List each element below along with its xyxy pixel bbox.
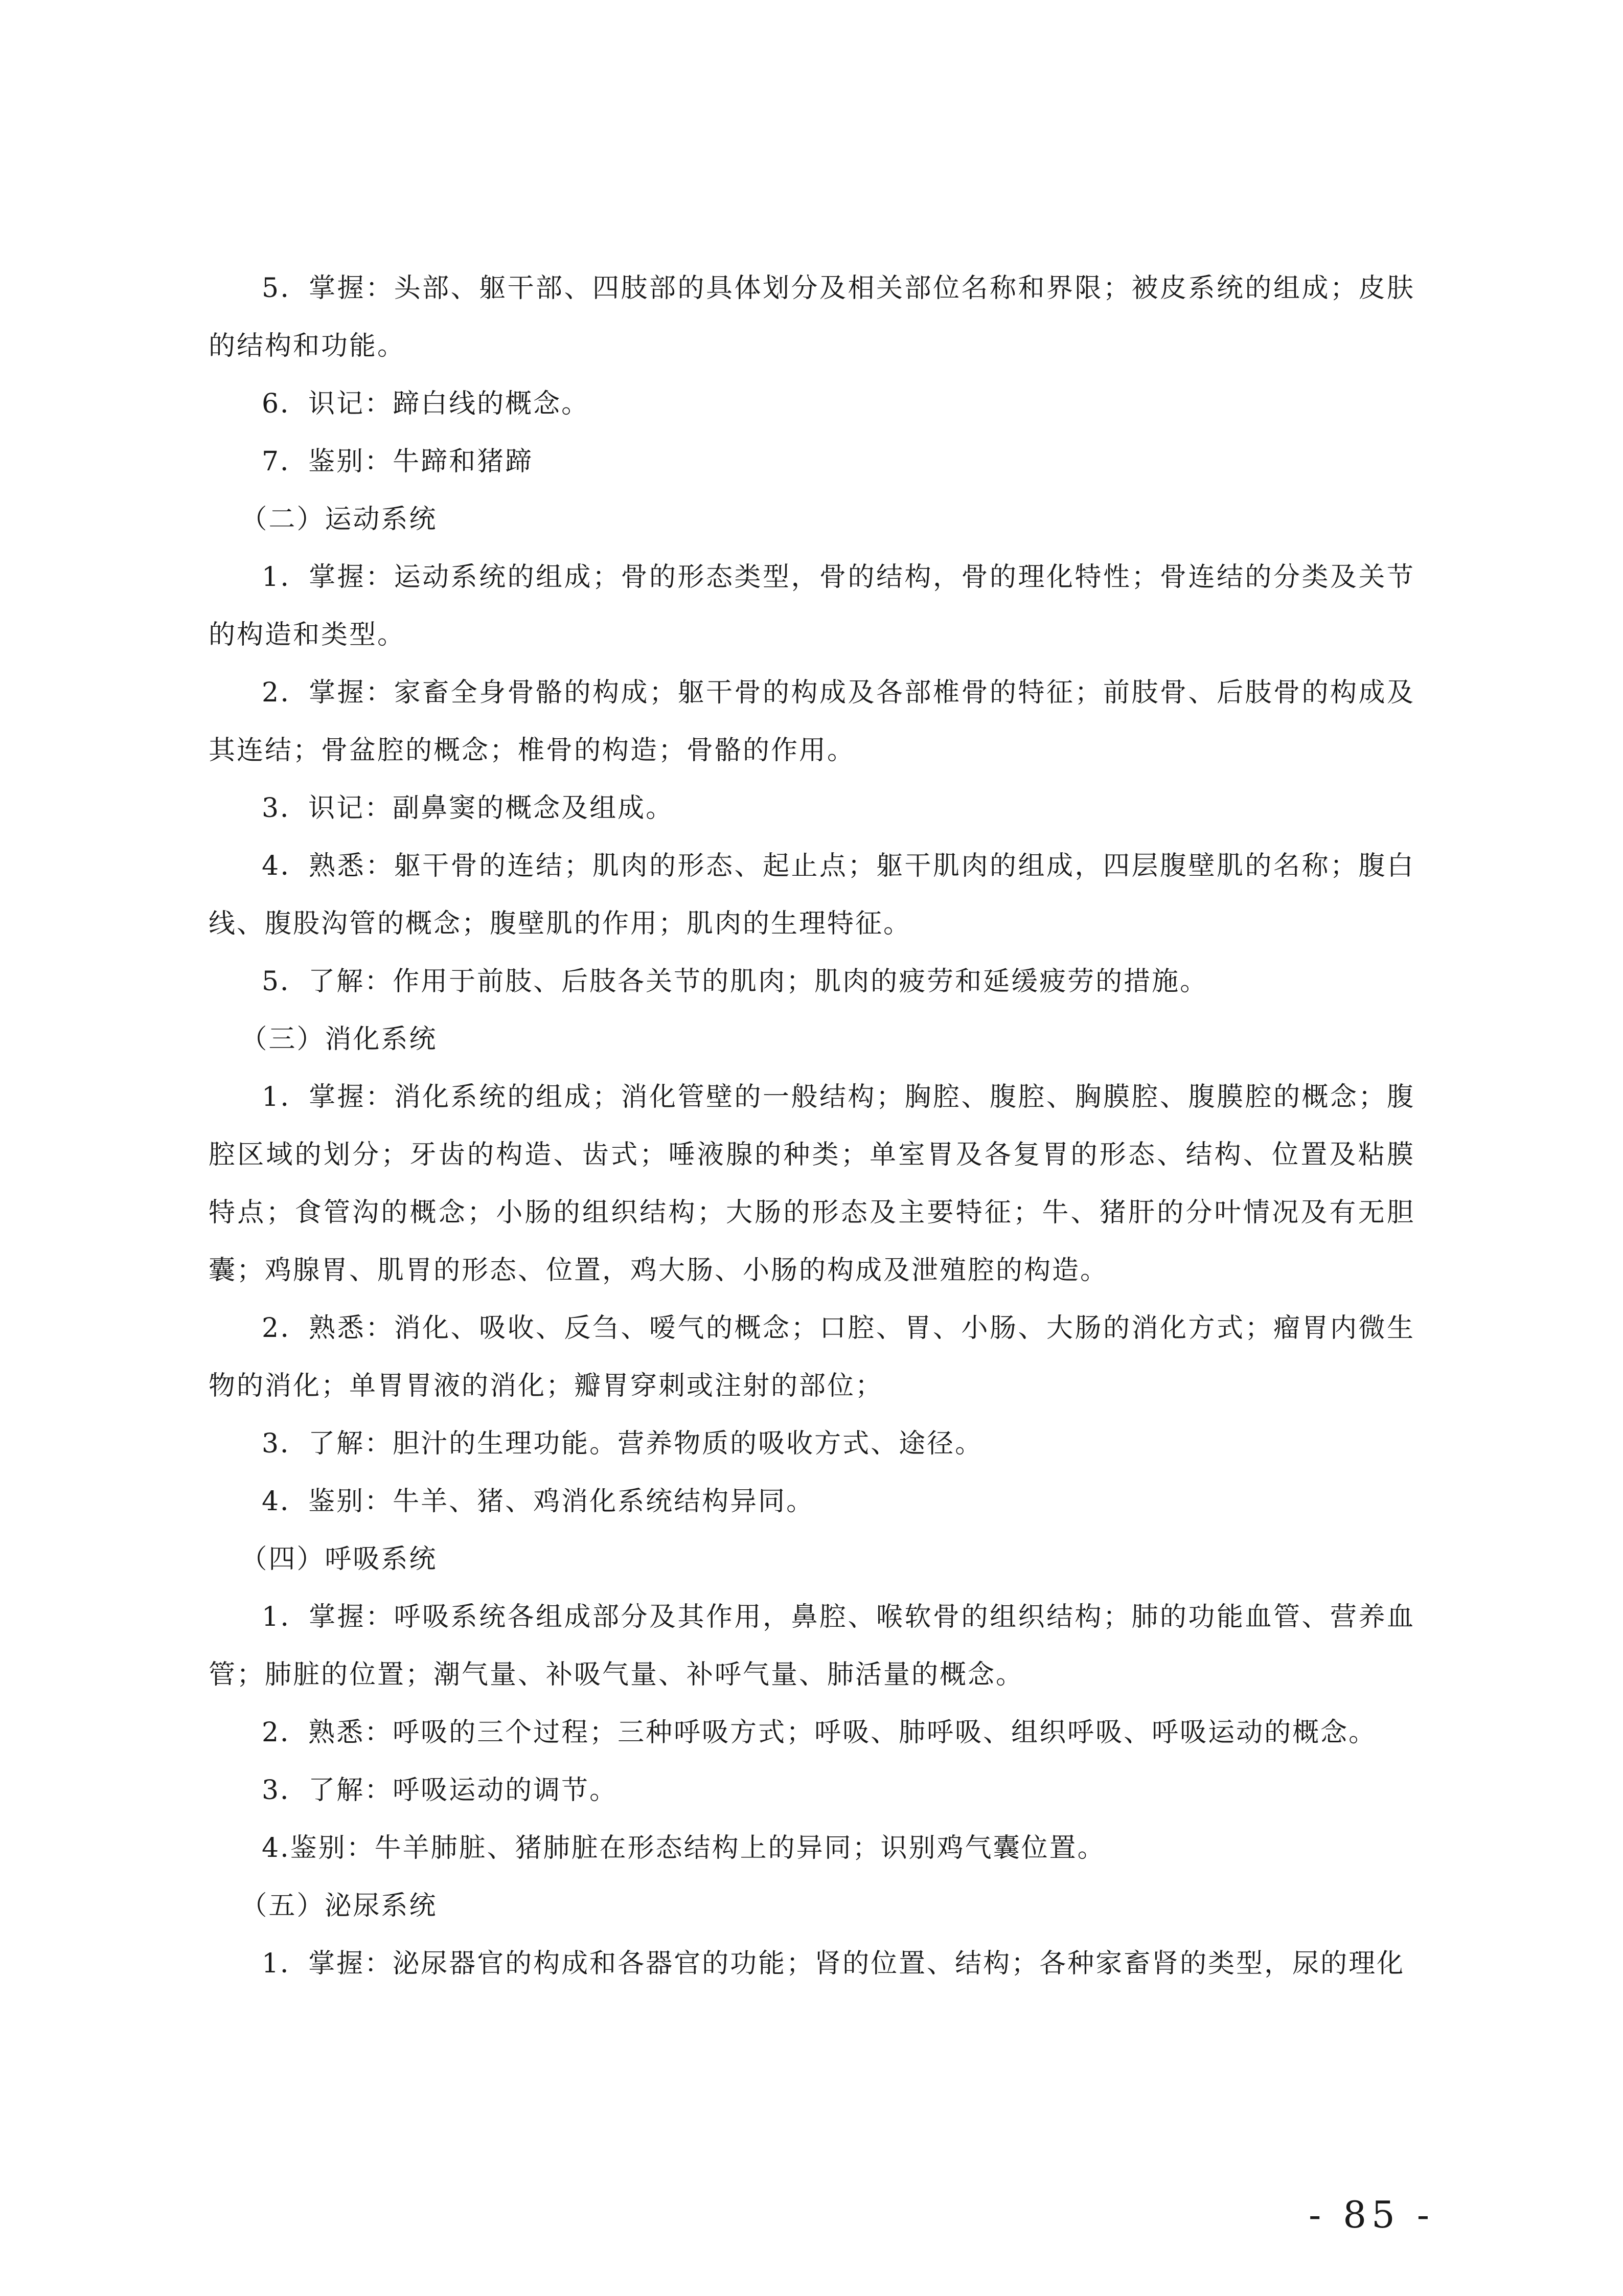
paragraph: 3．了解：呼吸运动的调节。 (262, 1775, 618, 1806)
paragraph: 1．掌握：消化系统的组成；消化管壁的一般结构；胸腔、腹腔、胸膜腔、腹膜腔的概念；腹腔区域的划分；牙齿的构造、齿式；唾液腺的种类；单室胃及各复胃的形态、结构、位置及粘膜特点；食管沟的概念；小肠的组织结构；大肠的形态及主要特征；牛、猪肝的分叶情况及有无胆囊；鸡腺胃、肌胃的形态、位置，鸡大肠、小肠的构成及泄殖腔的构造。 (209, 1082, 1415, 1286)
section-heading: （五）泌尿系统 (240, 1891, 438, 1921)
document-body (209, 260, 1415, 1993)
paragraph: 3．了解：胆汁的生理功能。营养物质的吸收方式、途径。 (262, 1428, 984, 1459)
paragraph: 4．鉴别：牛羊、猪、鸡消化系统结构异同。 (262, 1486, 815, 1517)
paragraph: 2．熟悉：呼吸的三个过程；三种呼吸方式；呼吸、肺呼吸、组织呼吸、呼吸运动的概念。 (262, 1717, 1377, 1748)
paragraph: 2．熟悉：消化、吸收、反刍、嗳气的概念；口腔、胃、小肠、大肠的消化方式；瘤胃内微生物的消化；单胃胃液的消化；瓣胃穿刺或注射的部位； (209, 1313, 1415, 1401)
paragraph: 1．掌握：泌尿器官的构成和各器官的功能；肾的位置、结构；各种家畜肾的类型，尿的理化 (262, 1948, 1405, 1979)
page-number: - 85 - (1309, 2193, 1435, 2236)
paragraph: 4．熟悉：躯干骨的连结；肌肉的形态、起止点；躯干肌肉的组成，四层腹壁肌的名称；腹白线、腹股沟管的概念；腹壁肌的作用；肌肉的生理特征。 (209, 851, 1415, 939)
paragraph: 5．掌握：头部、躯干部、四肢部的具体划分及相关部位名称和界限；被皮系统的组成；皮肤的结构和功能。 (209, 273, 1415, 361)
section-heading: （四）呼吸系统 (240, 1544, 438, 1575)
paragraph: 1．掌握：运动系统的组成；骨的形态类型，骨的结构，骨的理化特性；骨连结的分类及关节的构造和类型。 (209, 562, 1415, 650)
section-heading: （三）消化系统 (240, 1024, 438, 1055)
section-heading: （二）运动系统 (240, 504, 438, 535)
paragraph: 7．鉴别：牛蹄和猪蹄 (262, 446, 534, 477)
paragraph: 6．识记：蹄白线的概念。 (262, 389, 590, 419)
paragraph: 2．掌握：家畜全身骨骼的构成；躯干骨的构成及各部椎骨的特征；前肢骨、后肢骨的构成及其连结；骨盆腔的概念；椎骨的构造；骨骼的作用。 (209, 677, 1415, 766)
paragraph: 3．识记：副鼻窦的概念及组成。 (262, 793, 674, 824)
paragraph: 5．了解：作用于前肢、后肢各关节的肌肉；肌肉的疲劳和延缓疲劳的措施。 (262, 966, 1208, 997)
paragraph: 1．掌握：呼吸系统各组成部分及其作用，鼻腔、喉软骨的组织结构；肺的功能血管、营养血管；肺脏的位置；潮气量、补吸气量、补呼气量、肺活量的概念。 (209, 1602, 1415, 1690)
paragraph: 4.鉴别：牛羊肺脏、猪肺脏在形态结构上的异同；识别鸡气囊位置。 (262, 1833, 1106, 1863)
